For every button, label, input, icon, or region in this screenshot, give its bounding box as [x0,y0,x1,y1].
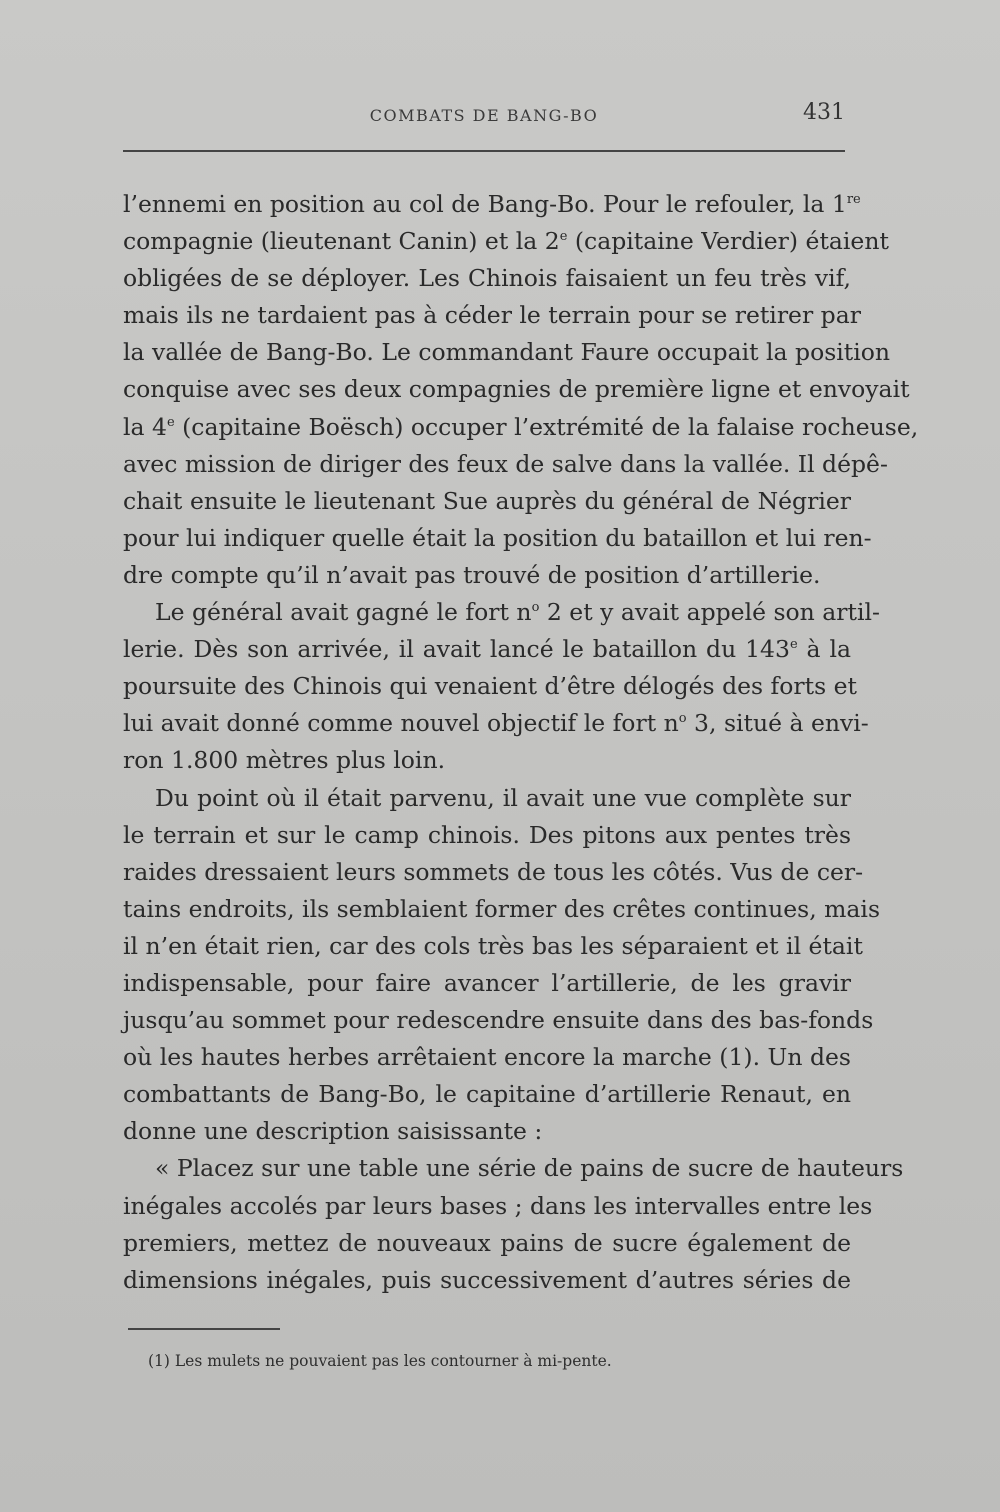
text-run: tains endroits, ils semblaient former des crêtes continues, mais [123,894,881,923]
text-run: à la [797,635,851,664]
superscript: o [678,711,687,727]
text-line [123,1002,874,1039]
text-run: poursuite des Chinois qui venaient d’être délogés des forts et [123,672,857,701]
text-line [123,1188,873,1225]
running-title: COMBATS DE BANG-BO [369,106,599,125]
text-run: le terrain et sur le camp chinois. Des pitons aux pentes très [123,820,851,849]
superscript: e [789,637,798,653]
text-run: avec mission de diriger des feux de salve dans la vallée. Il dépê- [123,449,888,478]
superscript: re [846,192,861,207]
text-line [123,594,880,631]
footnote: (1) Les mulets ne pouvaient pas les contourner à mi-pente. [148,1352,612,1370]
page-number: 431 [803,100,845,125]
text-line [123,1113,851,1150]
superscript: e [559,229,568,245]
text-line [123,1039,851,1076]
text-line [123,891,881,928]
text-line [123,334,891,371]
body-text [123,186,919,1299]
text-run: où les hautes herbes arrêtaient encore la marche (1). Un des [123,1043,851,1072]
text-run: lerie. Dès son arrivée, il avait lancé le bataillon du 143 [123,635,790,664]
text-line [123,1225,851,1262]
text-run: ron 1.800 mètres plus loin. [123,746,446,775]
text-run: 2 et y avait appelé son artil- [539,598,880,627]
header-rule [123,150,845,152]
text-run: jusqu’au sommet pour redescendre ensuite dans des bas-fonds [123,1006,874,1035]
text-run: pour lui indiquer quelle était la position du bataillon et lui ren- [123,523,872,552]
text-run: premiers, mettez de nouveaux pains de sucre également de [123,1228,851,1257]
text-run: dre compte qu’il n’avait pas trouvé de position d’artillerie. [123,560,821,589]
text-run: Du point où il était parvenu, il avait une vue complète sur [155,783,851,812]
text-run: mais ils ne tardaient pas à céder le terrain pour se retirer par [123,301,861,330]
text-line [123,409,919,446]
text-line [123,483,851,520]
text-line [123,557,851,594]
text-line [123,1262,851,1299]
text-run: obligées de se déployer. Les Chinois faisaient un feu très vif, [123,264,851,293]
text-line [123,854,864,891]
running-head [123,98,845,148]
text-run: conquise avec ses deux compagnies de première ligne et envoyait [123,375,910,404]
text-run: 3, situé à envi- [686,709,869,738]
text-line [123,520,872,557]
text-run: la vallée de Bang-Bo. Le commandant Faure occupait la position [123,338,891,367]
text-line [123,705,869,742]
footnote-rule [128,1328,280,1330]
text-line [123,371,910,408]
text-run: Le général avait gagné le fort n [155,598,532,627]
text-run: inégales accolés par leurs bases ; dans les intervalles entre les [123,1191,873,1220]
text-run: lui avait donné comme nouvel objectif le fort n [123,709,679,738]
text-line [123,742,851,779]
text-line [123,668,857,705]
text-run: dimensions inégales, puis successivement d’autres séries de [123,1265,851,1294]
superscript: o [531,600,540,616]
text-run: indispensable, pour faire avancer l’artillerie, de les gravir [123,968,851,997]
text-line [123,817,851,854]
text-line [123,1150,904,1187]
text-line [123,780,851,817]
text-line [123,297,861,334]
text-run: la 4 [123,412,167,441]
text-run: « Placez sur une table une série de pains de sucre de hauteurs [155,1154,904,1183]
text-run: combattants de Bang-Bo, le capitaine d’artillerie Renaut, en [123,1080,851,1109]
text-line [123,631,851,668]
text-run: compagnie (lieutenant Canin) et la 2 [123,227,560,256]
text-run: (capitaine Verdier) étaient [567,227,889,256]
text-line [123,965,851,1002]
text-run: (capitaine Boësch) occuper l’extrémité de la falaise rocheuse, [174,412,919,441]
text-line [123,260,851,297]
text-line [123,223,889,260]
text-line [123,928,863,965]
text-line [123,1076,851,1113]
text-line [123,446,888,483]
superscript: e [166,414,175,430]
text-run: raides dressaient leurs sommets de tous les côtés. Vus de cer- [123,857,864,886]
text-run: l’ennemi en position au col de Bang-Bo. Pour le refouler, la 1 [123,190,847,218]
text-line [123,186,861,223]
text-run: donne une description saisissante : [123,1117,543,1146]
text-run: il n’en était rien, car des cols très bas les séparaient et il était [123,931,863,960]
text-run: chait ensuite le lieutenant Sue auprès du général de Négrier [123,486,851,515]
